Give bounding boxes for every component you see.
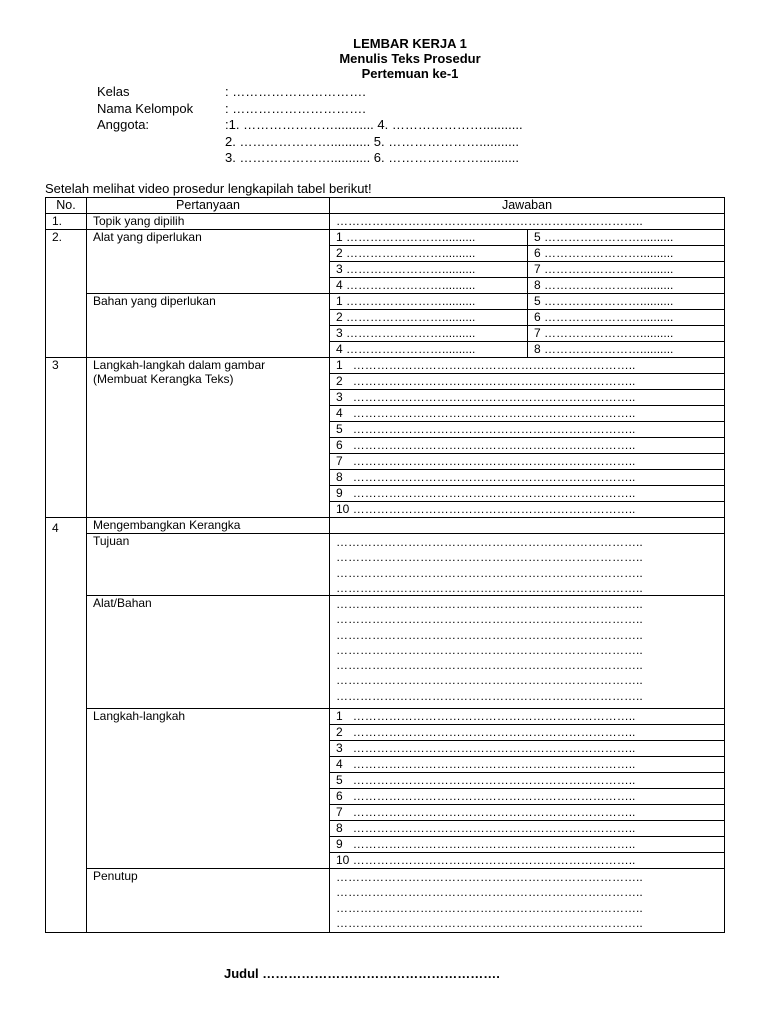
kelas-field[interactable]: : …………………………. [225,84,366,99]
answer-alat-3[interactable]: 3 …………………….......... [330,262,528,278]
instruction-text: Setelah melihat video prosedur lengkapilah tabel berikut! [45,181,372,196]
judul-label: Judul [224,966,259,981]
answer-langkah-8[interactable]: 8 …………………………………………………………….. [330,821,725,837]
table-row [46,534,725,596]
answer-bahan-6[interactable]: 6 …………………….......... [528,310,725,326]
table-row [46,869,725,933]
worksheet-subtitle: Menulis Teks Prosedur [339,51,481,66]
answer-alat-6[interactable]: 6 …………………….......... [528,246,725,262]
answer-langkah-6[interactable]: 6 …………………………………………………………….. [330,789,725,805]
answer-langkah-gambar-5[interactable]: 5 …………………………………………………………….. [330,422,725,438]
answer-bahan-8[interactable]: 8 …………………….......... [528,342,725,358]
answer-topik[interactable]: ………………………………………………………………….. [330,214,725,230]
answer-penutup[interactable]: ………………………………………………………………….. ………………………………………………………………….. ………………………………………………………………….. ………………………………………………………………….. [330,869,725,933]
group-info [97,84,523,167]
answer-alat-5[interactable]: 5 …………………….......... [528,230,725,246]
answer-mengembangkan [330,518,725,534]
question-penutup: Penutup [87,869,330,933]
table-row [46,214,725,230]
judul-field[interactable]: ………………………………………………. [262,966,500,981]
answer-langkah-gambar-6[interactable]: 6 …………………………………………………………….. [330,438,725,454]
question-topik: Topik yang dipilih [87,214,330,230]
judul-line[interactable] [224,966,500,981]
question-langkah-gambar [87,358,330,518]
question-alat: Alat yang diperlukan [87,230,330,294]
title-block [0,36,768,81]
table-row [46,358,725,374]
answer-bahan-3[interactable]: 3 …………………….......... [330,326,528,342]
question-tujuan: Tujuan [87,534,330,596]
question-alat-bahan: Alat/Bahan [87,596,330,709]
question-langkah-line1: Langkah-langkah dalam gambar [93,358,266,372]
table-row [46,709,725,725]
answer-langkah-gambar-10[interactable]: 10 …………………………………………………………….. [330,502,725,518]
answer-tujuan[interactable]: ………………………………………………………………….. ………………………………………………………………….. ………………………………………………………………….. ………………………………………………………………….. [330,534,725,596]
answer-langkah-2[interactable]: 2 …………………………………………………………….. [330,725,725,741]
answer-langkah-gambar-7[interactable]: 7 …………………………………………………………….. [330,454,725,470]
answer-langkah-gambar-2[interactable]: 2 …………………………………………………………….. [330,374,725,390]
answer-langkah-5[interactable]: 5 …………………………………………………………….. [330,773,725,789]
header-answer: Jawaban [330,198,725,214]
question-langkah-langkah: Langkah-langkah [87,709,330,869]
anggota-label: Anggota: [97,117,150,132]
anggota-line-3[interactable]: 3. …………………........... 6. …………………........... [225,150,519,165]
row-number: 2. [46,230,87,358]
answer-alat-bahan[interactable]: ………………………………………………………………….. ………………………………………………………………….. ………………………………………………………………….. ………………………………………………………………….. ………………………………………………………………….. ………………………………………………………………….. ………………………………………………………………….. [330,596,725,709]
table-row [46,230,725,246]
answer-alat-4[interactable]: 4 …………………….......... [330,278,528,294]
header-no: No. [46,198,87,214]
answer-langkah-10[interactable]: 10 …………………………………………………………….. [330,853,725,869]
anggota-line-1[interactable]: :1. …………………........... 4. …………………........... [225,117,523,132]
kelas-label: Kelas [97,84,130,99]
question-langkah-line2: (Membuat Kerangka Teks) [93,372,234,386]
table-row [46,596,725,709]
answer-langkah-gambar-4[interactable]: 4 …………………………………………………………….. [330,406,725,422]
answer-langkah-gambar-3[interactable]: 3 …………………………………………………………….. [330,390,725,406]
answer-alat-1[interactable]: 1 …………………….......... [330,230,528,246]
table-header-row [46,198,725,214]
answer-alat-2[interactable]: 2 …………………….......... [330,246,528,262]
meeting-label: Pertemuan ke-1 [361,66,459,81]
question-mengembangkan: Mengembangkan Kerangka [87,518,330,534]
answer-alat-8[interactable]: 8 …………………….......... [528,278,725,294]
table-row [46,518,725,534]
table-row [46,294,725,310]
nama-kelompok-label: Nama Kelompok [97,100,194,116]
row-number: 3 [46,358,87,518]
answer-bahan-4[interactable]: 4 …………………….......... [330,342,528,358]
answer-langkah-gambar-1[interactable]: 1 …………………………………………………………….. [330,358,725,374]
answer-langkah-7[interactable]: 7 …………………………………………………………….. [330,805,725,821]
question-bahan: Bahan yang diperlukan [87,294,330,358]
anggota-line-2[interactable]: 2. …………………........... 5. …………………........... [225,133,519,149]
answer-langkah-gambar-8[interactable]: 8 …………………………………………………………….. [330,470,725,486]
answer-langkah-9[interactable]: 9 …………………………………………………………….. [330,837,725,853]
answer-bahan-1[interactable]: 1 …………………….......... [330,294,528,310]
row-number: 4 [46,518,87,933]
nama-kelompok-field[interactable]: : …………………………. [225,100,366,116]
answer-alat-7[interactable]: 7 …………………….......... [528,262,725,278]
answer-bahan-7[interactable]: 7 …………………….......... [528,326,725,342]
answer-langkah-1[interactable]: 1 …………………………………………………………….. [330,709,725,725]
answer-langkah-3[interactable]: 3 …………………………………………………………….. [330,741,725,757]
worksheet-table [45,197,725,933]
worksheet-title: LEMBAR KERJA 1 [353,36,467,51]
answer-langkah-gambar-9[interactable]: 9 …………………………………………………………….. [330,486,725,502]
row-number: 1. [46,214,87,230]
answer-bahan-2[interactable]: 2 …………………….......... [330,310,528,326]
header-question: Pertanyaan [87,198,330,214]
answer-bahan-5[interactable]: 5 …………………….......... [528,294,725,310]
answer-langkah-4[interactable]: 4 …………………………………………………………….. [330,757,725,773]
